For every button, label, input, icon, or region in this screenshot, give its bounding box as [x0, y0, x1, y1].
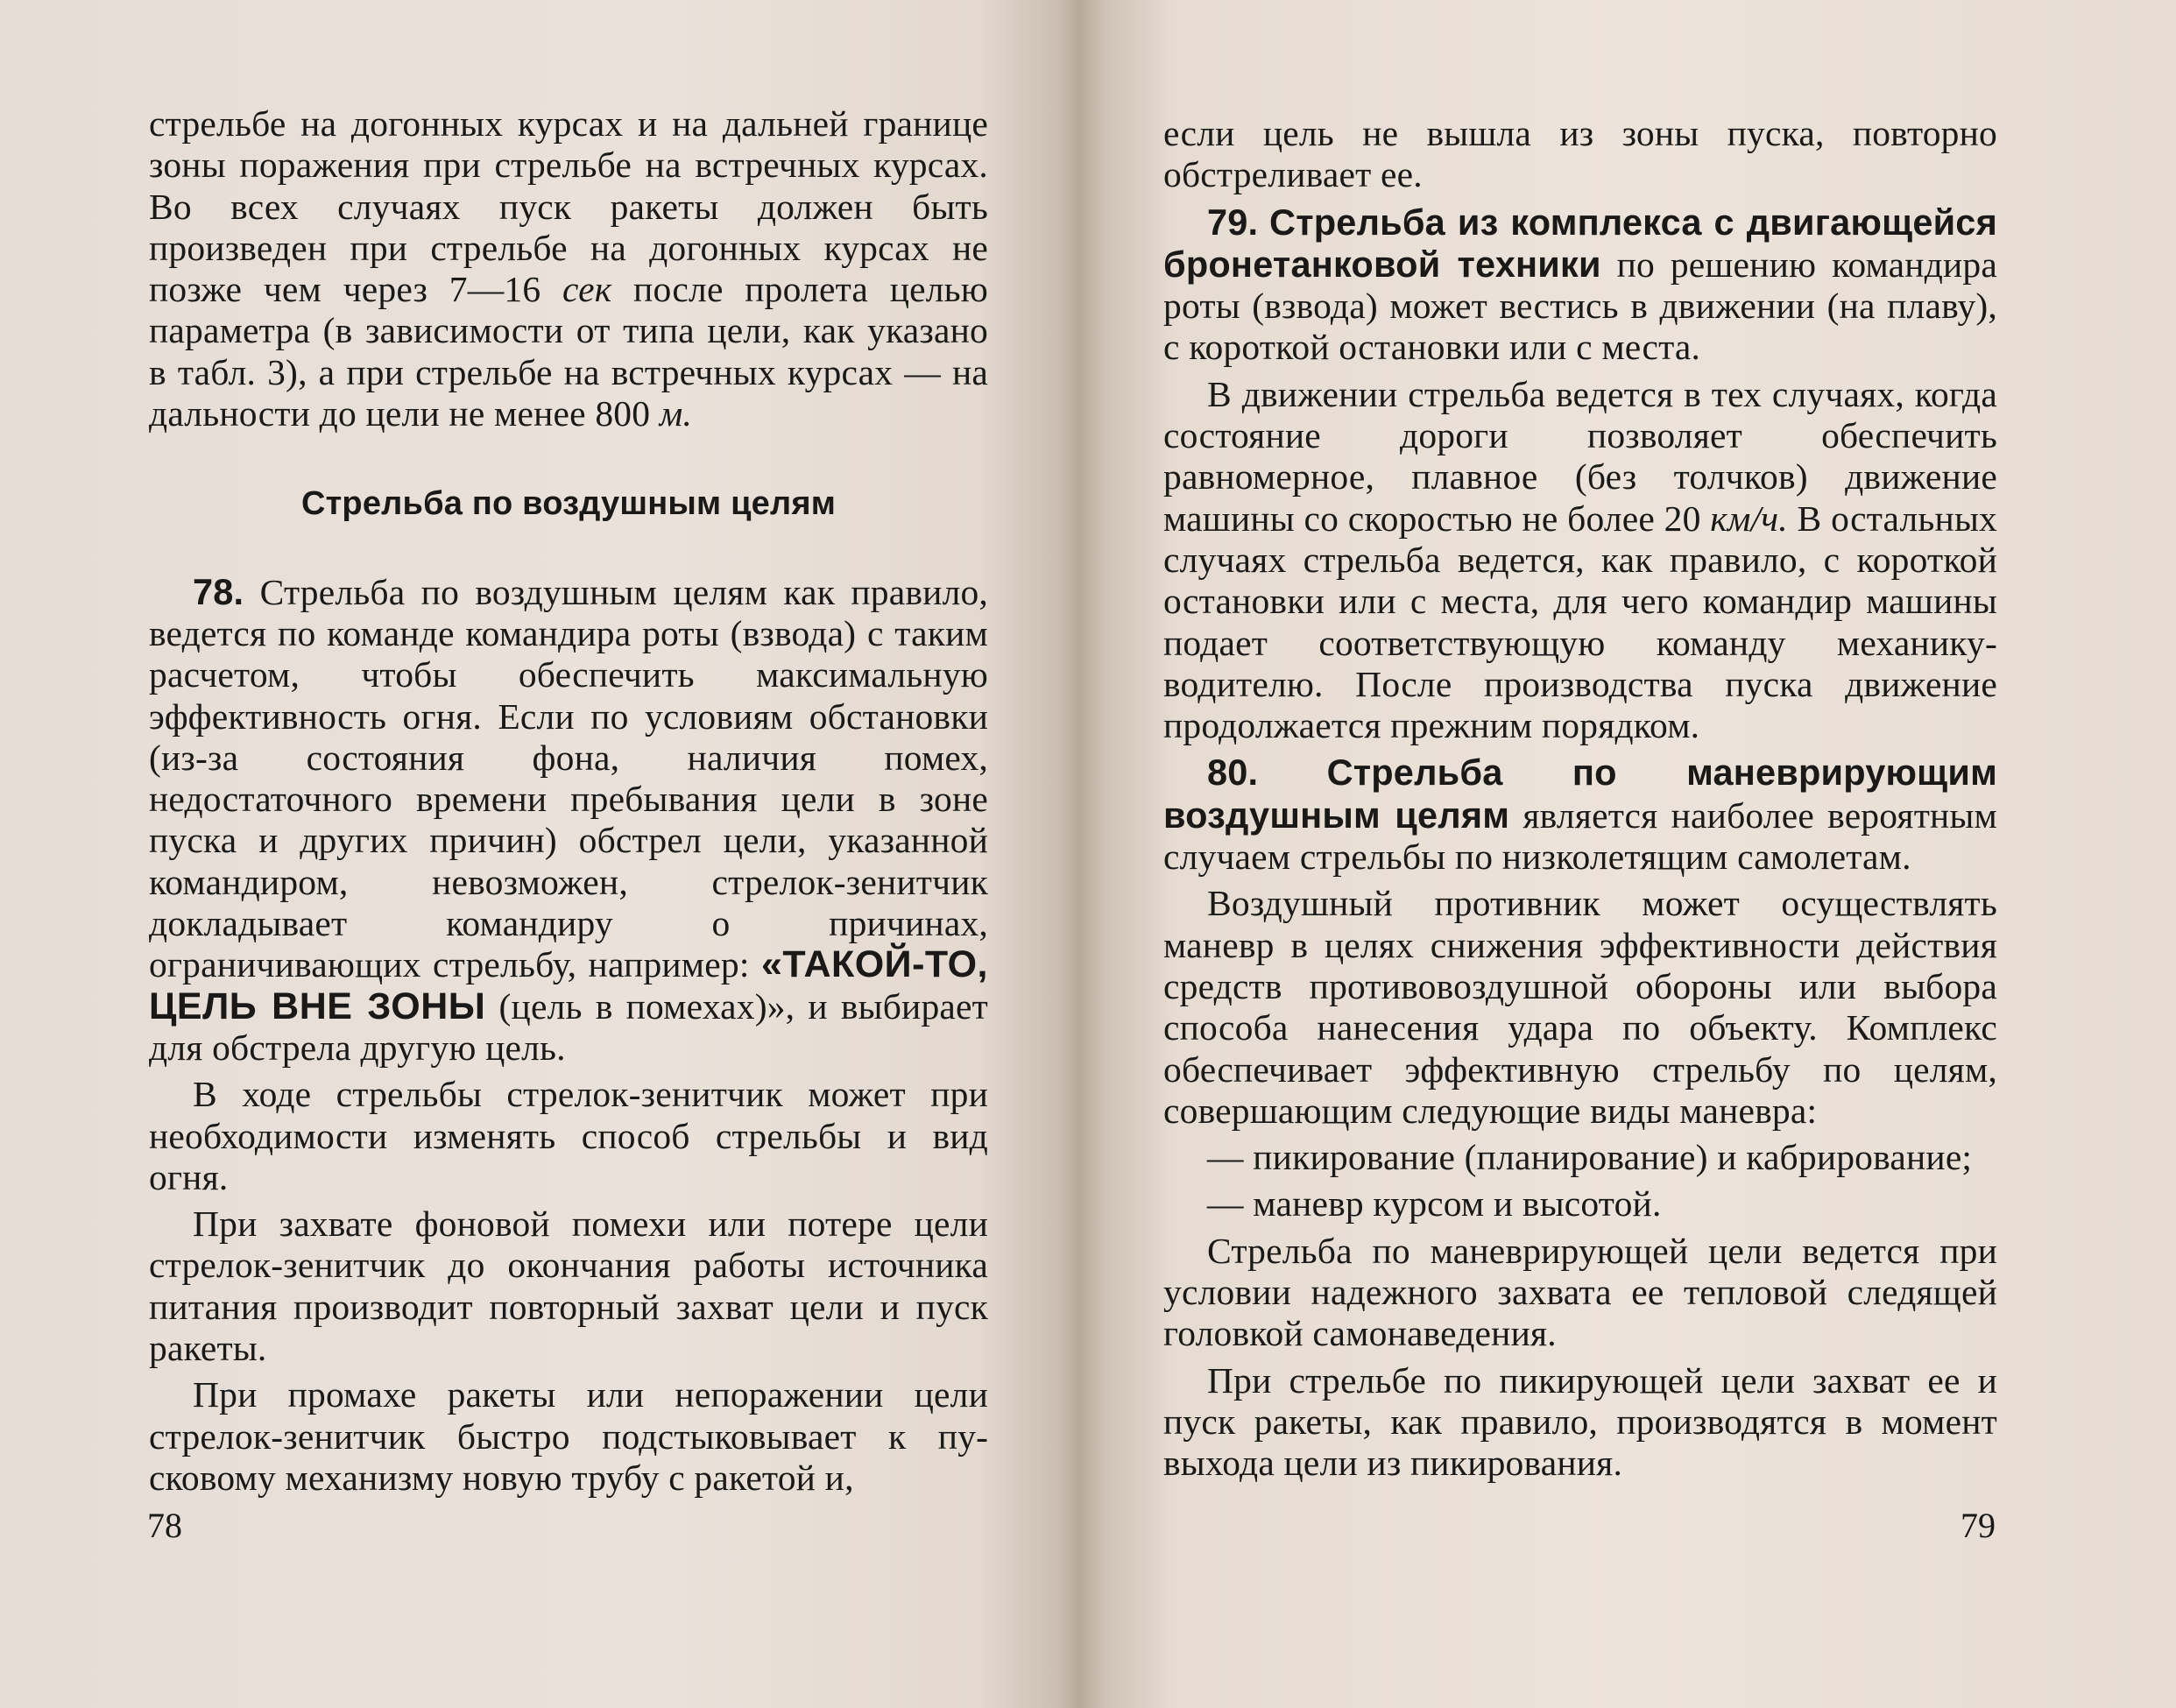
paragraph-text: является наиболее вероятным случаем стрельбы по низколетящим самолетам. — [1163, 794, 1997, 878]
paragraph-text: Стрельба по воздушным целям как правило, ведется по команде командира роты (взвода) с таким расчетом, чтобы обеспечить максимальную эффективность огня. Если по условиям обстановки (из-за состояния фона, наличия помех, недостаточного времени пребывания цели в зоне пуска и других причин) обстрел цели, указанной командиром, невозможен, стрелок-зенитчик докладывает командиру о причинах, ограничивающих стрельбу, например: — [149, 571, 988, 985]
paragraph-capture: При захвате фоновой помехи или потере цели стрелок-зенитчик до окончания работы источника питания производит повторный захват цели и пуск ракеты. — [149, 1203, 988, 1369]
paragraph-text: по решению командира роты (взвода) может вестись в движении (на плаву), с короткой остановки или с места. — [1163, 243, 1997, 368]
page-number-right: 79 — [1961, 1506, 1996, 1545]
paragraph-80 — [1163, 752, 1997, 878]
paragraph-text: стрельбе на догонных курсах и на дальней границе зоны поражения при стрельбе на встречных курсах. Во всех случаях пуск ракеты должен быть произведен при стрельбе на догонных курсах не позже чем через 7—16 — [149, 103, 988, 310]
page-number-left: 78 — [147, 1506, 182, 1545]
paragraph-dive: При стрельбе по пикирующей цели захват ее и пуск ракеты, как правило, производятся в момент выхода цели из пикирования. — [1163, 1359, 1997, 1484]
paragraph-title: Стрельба из комплекса с двигающейся бронетанковой техники — [1163, 201, 1998, 285]
paragraph-79 — [1163, 201, 1997, 369]
unit-meters: м. — [659, 393, 693, 434]
right-page — [1095, 0, 2176, 1708]
unit-speed: км/ч. — [1710, 498, 1788, 539]
list-item: — маневр курсом и высотой. — [1207, 1183, 1662, 1225]
left-page-text — [149, 103, 988, 1499]
left-page — [0, 0, 1077, 1708]
paragraph-maneuver: Воздушный противник может осуществлять маневр в целях снижения эффективности действия средств противовоздушной обороны или выбора способа нанесения удара по объекту. Комплекс обеспечивает эффективную стрельбу по целям, совершающим следующие виды маневра: — [1163, 883, 1997, 1131]
paragraph-text: В остальных случаях стрельба ведется, как правило, с короткой остановки или с места, для чего командир машины подает соответствующую команду механику-водителю. После производства пуска движение продолжается прежним порядком. — [1163, 498, 1997, 746]
paragraph-text: после пролета целью параметра (в зависимости от типа цели, как указано в табл. 3), а при стрельбе на встречных курсах — на дальности до цели не менее 800 — [149, 269, 988, 434]
paragraph-miss: При промахе ракеты или непоражении цели стрелок-зенитчик быстро подстыковывает к пусковому механизму новую трубу с ракетой и, — [149, 1374, 988, 1498]
paragraph-mode: В ходе стрельбы стрелок-зенитчик может при необходимости изменять способ стрельбы и вид огня. — [149, 1074, 988, 1197]
paragraph-continuation: если цель не вышла из зоны пуска, повторно обстреливает ее. — [1163, 113, 1997, 195]
paragraph-motion — [1163, 374, 1997, 747]
list-item: — пикирование (планирование) и кабрирование; — [1207, 1137, 1973, 1178]
paragraph-78 — [149, 571, 988, 1069]
paragraph-title: Стрельба по маневрирующим воздушным целям — [1163, 752, 1998, 836]
unit-seconds: сек — [562, 269, 612, 310]
paragraph-maneuver-fire: Стрельба по маневрирующей цели ведется при условии надежного захвата ее тепловой следящей головкой самонаведения. — [1163, 1230, 1997, 1354]
paragraph-number: 78. — [193, 570, 244, 612]
paragraph-continuation — [149, 103, 988, 434]
report-command: «ТАКОЙ-ТО, ЦЕЛЬ ВНЕ ЗОНЫ — [149, 943, 989, 1027]
right-page-text — [1163, 113, 1997, 1485]
paragraph-number: 79. — [1207, 201, 1259, 243]
paragraph-number: 80. — [1207, 752, 1259, 794]
paragraph-text: (цель в помехах)», и выбирает для обстрела другую цель. — [149, 985, 988, 1068]
section-heading: Стрельба по воздушным целям — [300, 485, 837, 523]
paragraph-text: В движении стрельба ведется в тех случаях, когда состояние дороги позволяет обеспечить равномерное, плавное (без толчков) движение машины со скоростью не более 20 — [1163, 373, 1997, 539]
